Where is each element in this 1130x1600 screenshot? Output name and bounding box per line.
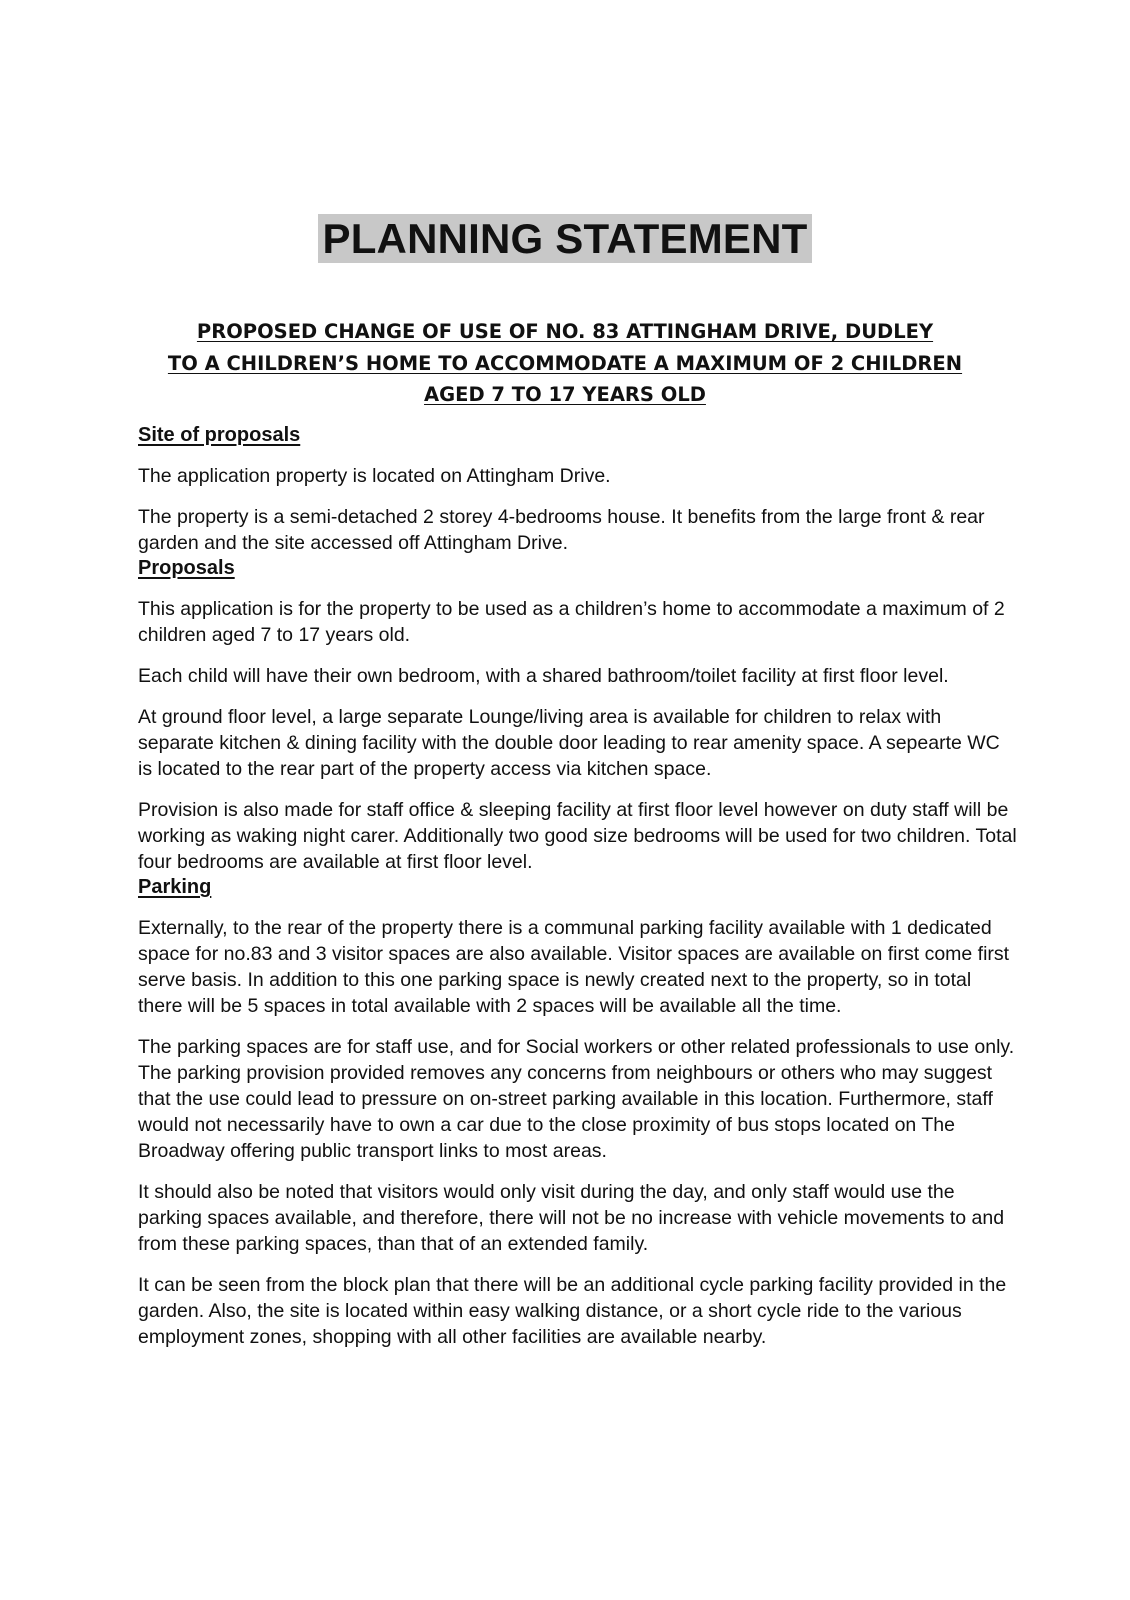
- paragraph: Each child will have their own bedroom, with a shared bathroom/toilet facility at first floor level.: [138, 665, 949, 687]
- subtitle: [120, 316, 1010, 411]
- document-body: [138, 423, 1018, 1350]
- paragraph: Externally, to the rear of the property there is a communal parking facility available with 1 dedicated space for no.83 and 3 visitor spaces are also available. Visitor spaces are available on first come first serve basis. In addition to this one parking space is newly created next to the property, so in total there will be 5 spaces in total available with 2 spaces will be available all the time.: [138, 917, 1010, 1017]
- subtitle-line: PROPOSED CHANGE OF USE OF NO. 83 ATTINGHAM DRIVE, DUDLEY: [196, 320, 934, 343]
- paragraph: The property is a semi-detached 2 storey 4-bedrooms house. It benefits from the large front & rear garden and the site accessed off Attingham Drive.: [138, 506, 985, 554]
- section-heading: Site of proposals: [138, 424, 301, 446]
- paragraph: It should also be noted that visitors would only visit during the day, and only staff would use the parking spaces available, and therefore, there will not be no increase with vehicle movements to and from these parking spaces, than that of an extended family.: [138, 1181, 1005, 1255]
- paragraph: At ground floor level, a large separate Lounge/living area is available for children to relax with separate kitchen & dining facility with the double door leading to rear amenity space. A sepearte WC is located to the rear part of the property access via kitchen space.: [138, 706, 1000, 780]
- page-title: PLANNING STATEMENT: [318, 214, 811, 263]
- title-block: [0, 214, 1130, 263]
- paragraph: The parking spaces are for staff use, and for Social workers or other related professionals to use only. The parking provision provided removes any concerns from neighbours or others who may suggest that the use could lead to pressure on on-street parking available in this location. Furthermore, staff would not necessarily have to own a car due to the close proximity of bus stops located on The Broadway offering public transport links to most areas.: [138, 1036, 1015, 1162]
- section-proposals: [138, 556, 1018, 875]
- paragraph: This application is for the property to be used as a children’s home to accommodate a maximum of 2 children aged 7 to 17 years old.: [138, 598, 1005, 646]
- subtitle-line: AGED 7 TO 17 YEARS OLD: [424, 383, 706, 406]
- paragraph: Provision is also made for staff office & sleeping facility at first floor level however on duty staff will be working as waking night carer. Additionally two good size bedrooms will be used for two children. Total four bedrooms are available at first floor level.: [138, 799, 1017, 873]
- section-site-of-proposals: [138, 423, 1018, 556]
- section-heading: Proposals: [138, 557, 235, 579]
- section-parking: [138, 875, 1018, 1350]
- paragraph: The application property is located on Attingham Drive.: [138, 465, 611, 487]
- subtitle-line: TO A CHILDREN’S HOME TO ACCOMMODATE A MAXIMUM OF 2 CHILDREN: [167, 351, 963, 375]
- paragraph: It can be seen from the block plan that there will be an additional cycle parking facility provided in the garden. Also, the site is located within easy walking distance, or a short cycle ride to the various employment zones, shopping with all other facilities are available nearby.: [138, 1274, 1007, 1348]
- section-heading: Parking: [138, 876, 212, 898]
